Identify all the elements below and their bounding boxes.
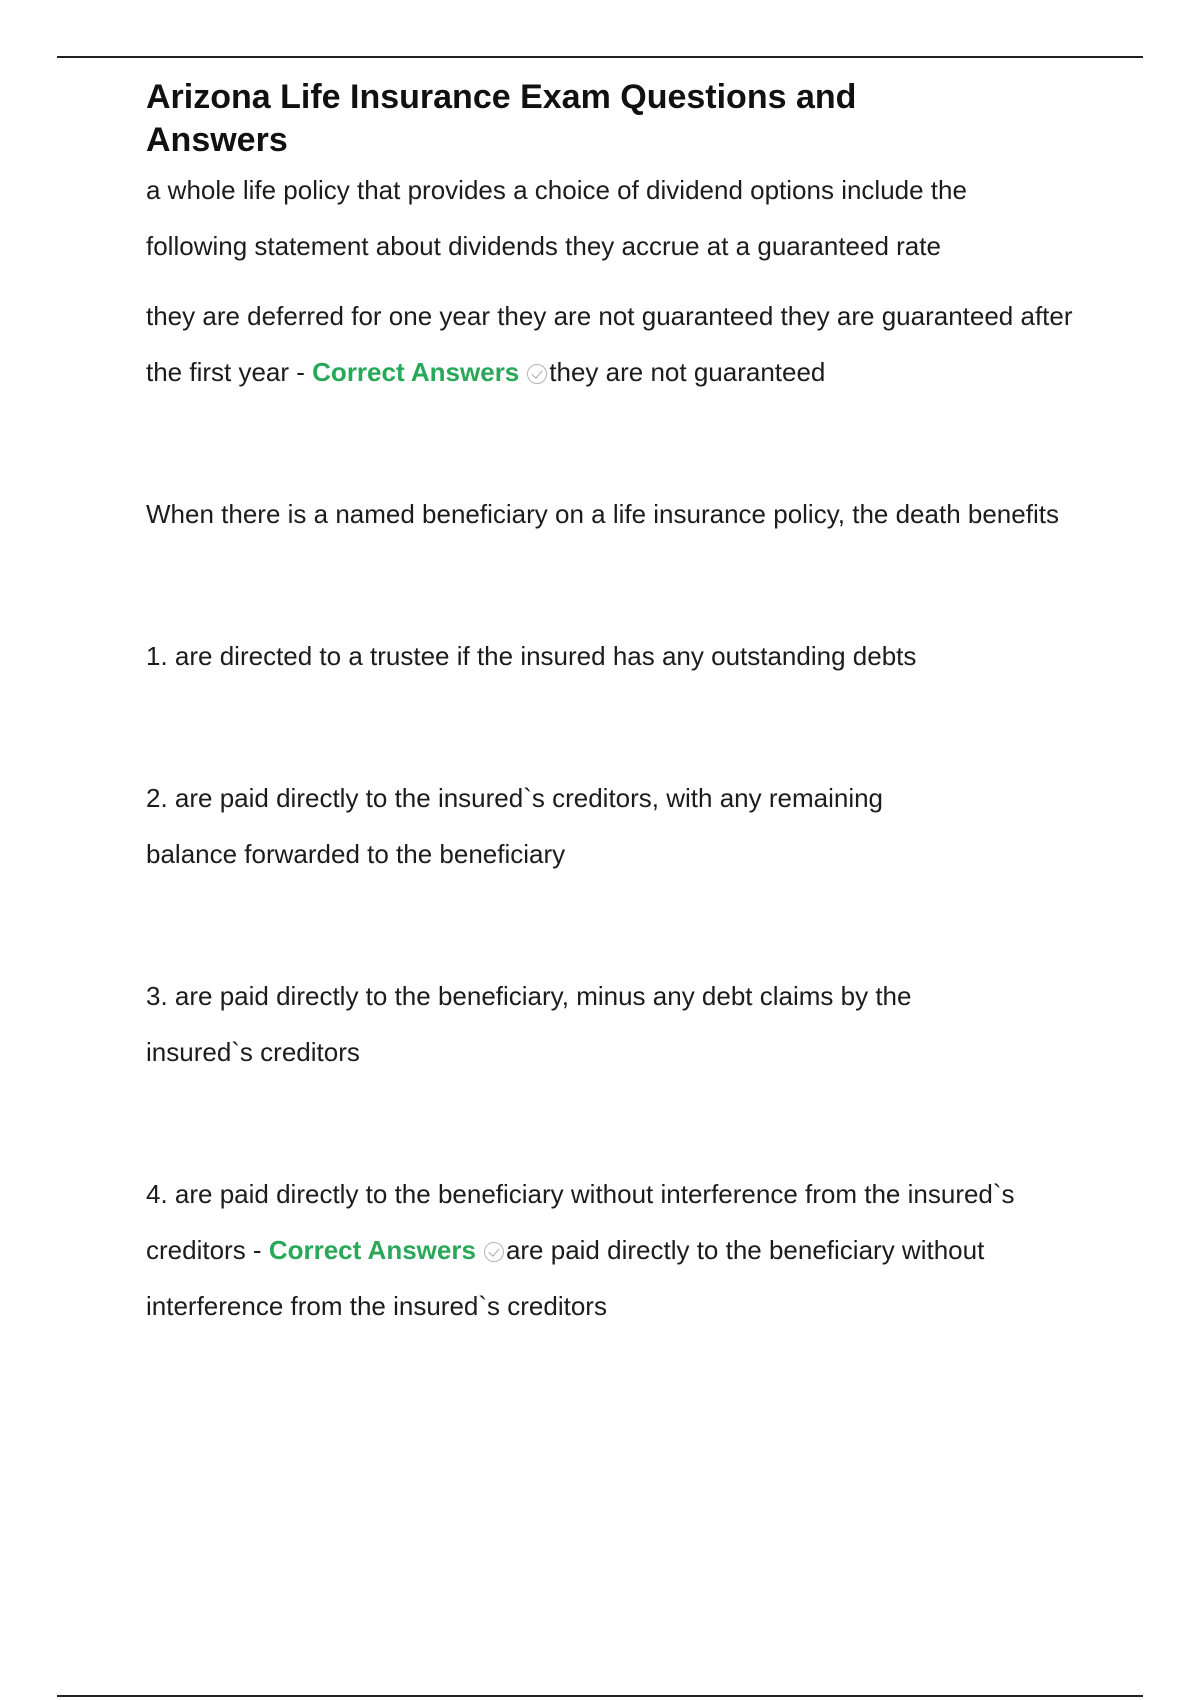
question-2-option-3: 3. are paid directly to the beneficiary, minus any debt claims by the insured`s creditors bbox=[146, 981, 912, 1067]
check-circle-icon bbox=[484, 1242, 504, 1262]
question-2-option-4: 4. are paid directly to the beneficiary without interference from the insured`s creditors - bbox=[146, 1179, 1015, 1265]
bottom-rule bbox=[57, 1695, 1143, 1697]
document-body bbox=[146, 76, 1096, 1334]
question-1-answer: they are not guaranteed bbox=[549, 357, 826, 387]
check-circle-icon bbox=[527, 364, 547, 384]
question-1-text bbox=[146, 162, 1096, 274]
correct-answers-label: Correct Answers bbox=[312, 357, 520, 387]
correct-answers-label: Correct Answers bbox=[268, 1235, 476, 1265]
question-2-option-1: 1. are directed to a trustee if the insured has any outstanding debts bbox=[146, 641, 917, 671]
question-1-line-1: a whole life policy that provides a choice of dividend options include the bbox=[146, 175, 967, 205]
top-rule bbox=[57, 56, 1143, 58]
question-2-text: When there is a named beneficiary on a life insurance policy, the death benefits bbox=[146, 499, 1059, 529]
question-1-options: they are deferred for one year they are not guaranteed they are guaranteed after the first year - bbox=[146, 301, 1073, 387]
question-1-answer-block bbox=[146, 288, 1096, 400]
question-2-answer-block bbox=[146, 1166, 1096, 1334]
document-title: Arizona Life Insurance Exam Questions and Answers bbox=[146, 78, 857, 159]
question-2-answer: are paid directly to the beneficiary without interference from the insured`s creditors bbox=[146, 1235, 985, 1321]
question-1-line-2: following statement about dividends they accrue at a guaranteed rate bbox=[146, 231, 941, 261]
question-2-option-2: 2. are paid directly to the insured`s creditors, with any remaining balance forwarded to the beneficiary bbox=[146, 783, 884, 869]
